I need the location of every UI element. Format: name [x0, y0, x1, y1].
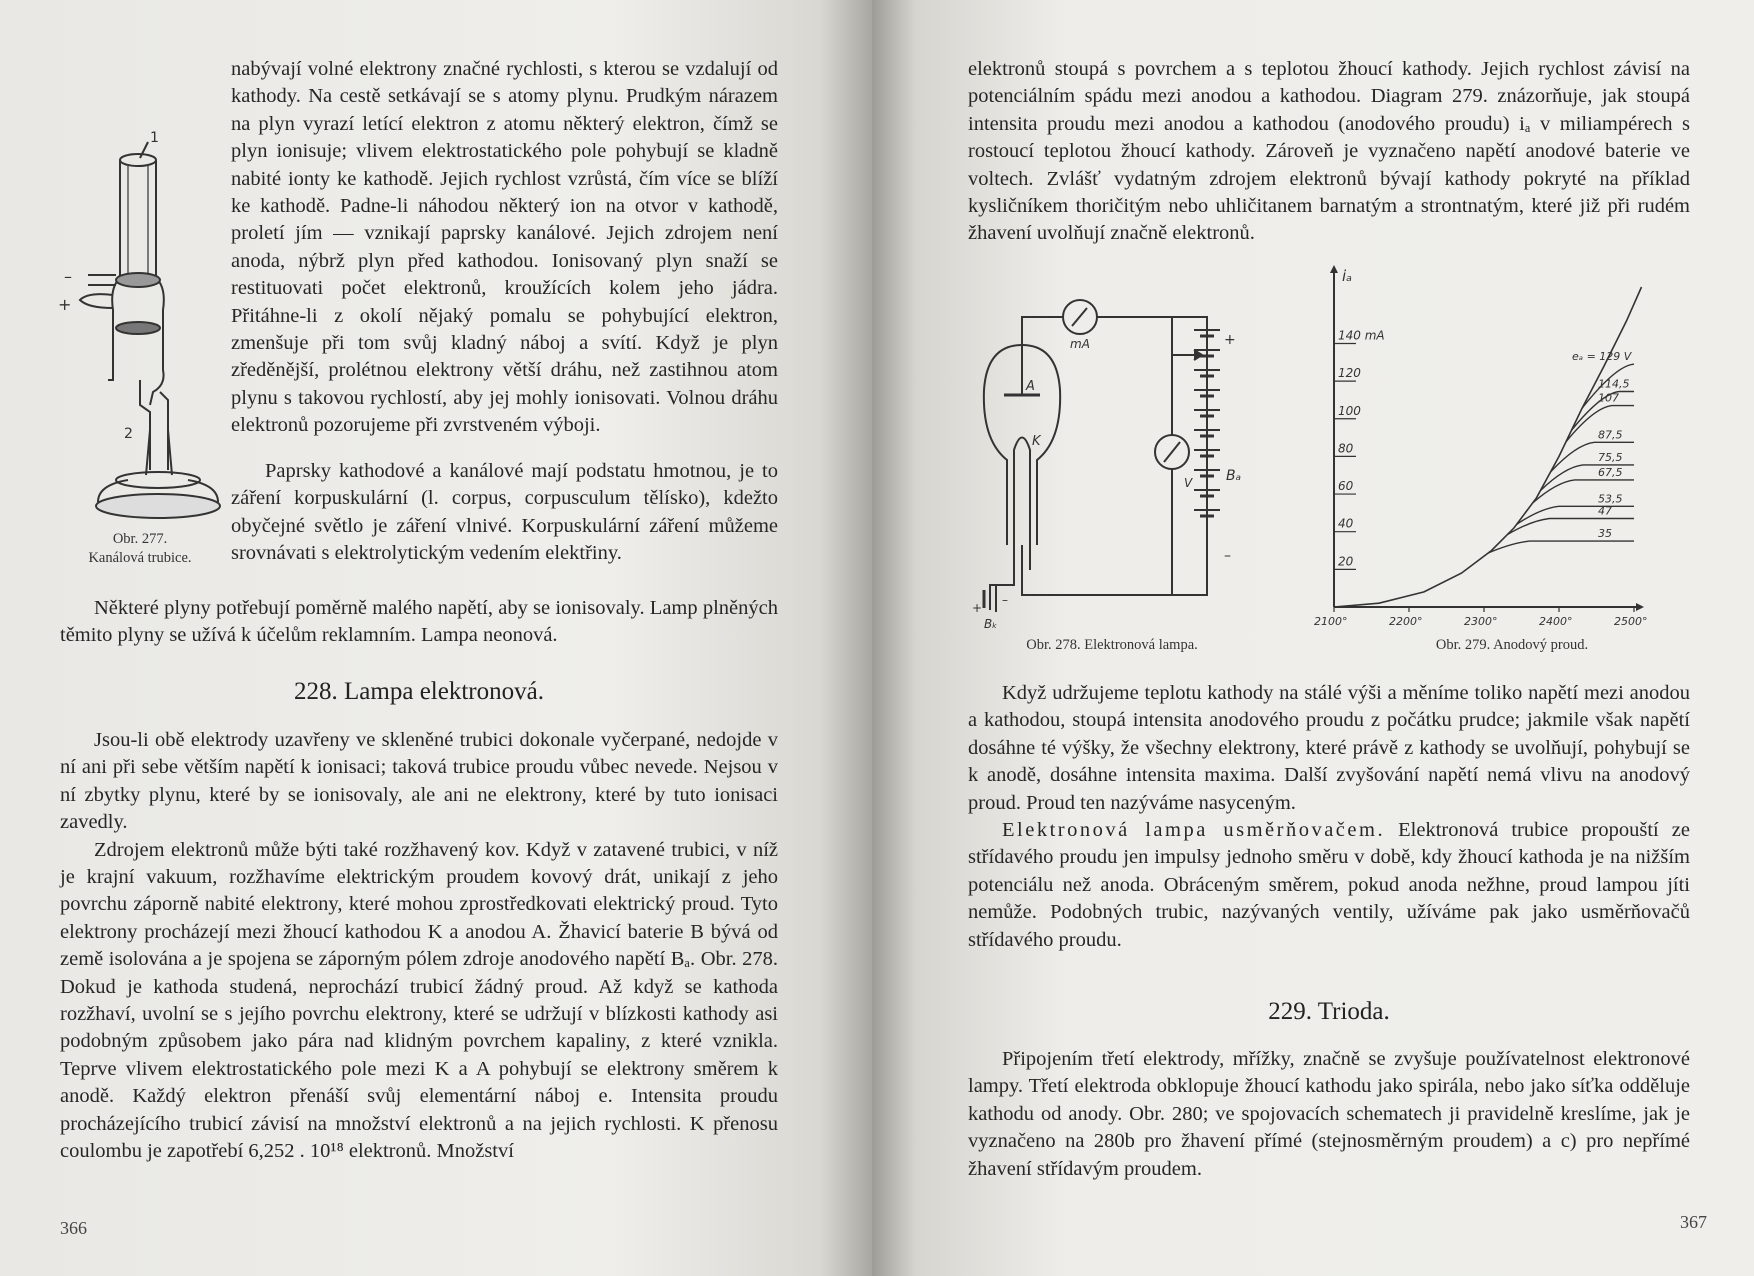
tube-body — [108, 280, 164, 405]
fig277-number: Obr. 277. — [112, 531, 168, 547]
left-vacuum-paragraph: Jsou-li obě elektrody uzavřeny ve skleněné trubici dokonale vyčerpané, nedojde v ní ani při sebe větším napětí k ionisaci; taková trubice proudu vůbec nevede. Nejsou v ní zbytky plynu, které by se ionisovaly, ale ani ne elektrony, které by tuto ionisaci zavedly. — [60, 729, 778, 834]
right-page — [872, 0, 1754, 1276]
chart-x-tick-label: 2500° — [1614, 615, 1648, 628]
fig277-caption — [50, 530, 230, 568]
chart-y-label: iₐ — [1342, 267, 1353, 285]
chart-y-tick-label: 40 — [1338, 516, 1354, 531]
battery-label: Bₐ — [1226, 468, 1242, 484]
left-gases-block — [60, 595, 778, 650]
chart-series-line — [1508, 519, 1635, 535]
chart-series-label: 87,5 — [1598, 428, 1623, 442]
left-gases-paragraph: Některé plyny potřebují poměrně malého napětí, aby se ionisovaly. Lamp plněných těmito plyny se užívá k účelům reklamním. Lampa neonová. — [60, 597, 778, 647]
left-rays-block — [231, 458, 778, 568]
chart-y-tick-label: 60 — [1338, 479, 1354, 494]
battery-plus: + — [1224, 332, 1236, 348]
chart-x-tick-label: 2400° — [1539, 615, 1573, 628]
anode-label: A — [1026, 379, 1035, 394]
voltmeter-label: V — [1184, 476, 1193, 490]
right-body-block — [968, 680, 1690, 954]
page-number-left: 366 — [60, 1218, 87, 1238]
cathode-label: K — [1032, 434, 1041, 449]
left-body-block — [60, 727, 778, 1166]
right-triode-block — [968, 1046, 1690, 1183]
chart-series-label: 114,5 — [1598, 377, 1630, 391]
chart-x-tick-label: 2100° — [1314, 615, 1348, 628]
tube-label-1: 1 — [150, 130, 159, 146]
tube-inner-column — [128, 166, 148, 275]
section-229-heading: 229. Trioda. — [1268, 998, 1390, 1025]
heater-minus: – — [1002, 593, 1008, 607]
chart-series-label: 75,5 — [1598, 450, 1623, 464]
page-number-right: 367 — [1680, 1212, 1707, 1232]
chart-series-label: 67,5 — [1598, 465, 1623, 479]
chart-y-arrow — [1330, 265, 1338, 273]
chart-series-label: eₐ = 129 V — [1572, 350, 1632, 364]
heater-plus: + — [972, 601, 983, 615]
tube-cap-top — [120, 154, 156, 166]
left-source-paragraph: Zdrojem elektronů může býti také rozžhavený kov. Když v zatavené trubici, v níž je krajní vakuum, rozžhavíme elektrickým proudem kovový drát, unikají z jeho povrchu záporně nabité elektrony, které mohou zprostředkovati elektrický proud. Tyto elektrony procházejí mezi žhoucí kathodou K a anodou A. Žhavicí baterie B bývá od země isolována a je spojena se záporným pólem zdroje anodového napětí Bₐ. Obr. 278. Dokud je kathoda studená, neprochází trubicí žádný proud. Až když se kathoda rozžhaví, uvolní se s jejího povrchu elektrony, které se udržují v blízkosti kathody asi podobným způsobem jako pára nad klidným povrchem kapaliny, z které vznikla. Teprve vlivem elektrostatického pole mezi K a A pohybují se elektrony směrem k anodě. Každý elektron přenáší svůj elementární náboj e. Intensita proudu procházejícího trubicí závisí na množství elektronů a na jejich rychlosti. K přenosu coulombu je zapotřebí 6,252 . 10¹⁸ elektronů. Množství — [60, 838, 778, 1163]
chart-x-tick-label: 2300° — [1464, 615, 1498, 628]
ammeter-label: mA — [1070, 337, 1090, 351]
fig279-caption: Obr. 279. Anodový proud. — [1435, 637, 1589, 653]
tube-stand-foot — [96, 494, 220, 518]
chart-y-tick-label: 80 — [1338, 441, 1354, 456]
wire-top-right — [1097, 317, 1207, 350]
tube-label-2: 2 — [124, 426, 133, 442]
chart-series-line — [1488, 541, 1634, 553]
fig278-caption: Obr. 278. Elektronová lampa. — [1026, 637, 1198, 653]
anode-current-chart — [1312, 255, 1648, 630]
right-triode-paragraph: Připojením třetí elektrody, mřížky, značně se zvyšuje používatelnost elektronové lampy. Třetí elektroda obklopuje žhoucí kathodu jako spirála, nebo jako síťka odděluje kathodu od anody. Obr. 280; ve spojovacích schematech ji pravidelně kreslíme, jak je vyznačeno na 280b pro žhavení přímé (stejnosměrným proudem) a c) pro nepřímé žhavení střídavým proudem. — [968, 1048, 1690, 1180]
tube-stand-base-top — [116, 472, 200, 488]
voltmeter-needle — [1164, 442, 1180, 462]
chart-y-tick-label: 20 — [1338, 554, 1354, 569]
tube-label-plus: + — [58, 295, 72, 314]
tube-side-arm-lower — [80, 294, 113, 308]
chart-series-label: 35 — [1598, 527, 1612, 541]
right-intro-paragraph: elektronů stoupá s povrchem a s teplotou žhoucí kathody. Jejich rychlost závisí na potenciálním spádu mezi anodou a kathodou. Diagram 279. znázorňuje, jak stoupá intensita proudu mezi anodou a kathodou (anodového proudu) iₐ v miliampérech s rostoucí teplotou žhoucí kathody. Zároveň je vyznačeno napětí anodové baterie ve voltech. Zvlášť vydatným zdrojem elektronů bývají kathody pokryté na příklad kysličníkem thoričitým nebo uhličitanem barnatým a strontnatým, které již při rudém žhavení uvolňují značně elektronů. — [968, 58, 1690, 245]
fig277-title: Kanálová trubice. — [88, 550, 192, 566]
wire-top — [1022, 317, 1062, 320]
tube-glass-upper — [120, 160, 156, 280]
chart-series-label: 53,5 — [1598, 492, 1623, 506]
tube-lower-pipe — [140, 380, 168, 470]
chart-x-tick-label: 2200° — [1389, 615, 1423, 628]
tube-cathode-disk — [116, 273, 160, 287]
chart-y-tick-label: 100 — [1338, 403, 1361, 418]
wire-bottom — [1022, 545, 1207, 595]
canal-tube-figure — [58, 130, 233, 540]
chart-x-arrow — [1636, 603, 1644, 611]
tube-side-arm-upper — [88, 275, 116, 285]
tube-label-minus: – — [64, 267, 72, 286]
tube-anode-disk — [116, 322, 160, 334]
chart-series-label: 107 — [1598, 391, 1619, 405]
section-228-heading: 228. Lampa elektronová. — [294, 678, 544, 705]
heater-label: Bₖ — [984, 617, 998, 631]
rectifier-term: Elektronová lampa usměrňovačem. — [1002, 819, 1386, 842]
right-rectifier-paragraph — [968, 817, 1690, 954]
left-rays-paragraph: Paprsky kathodové a kanálové mají podstatu hmotnou, je to záření korpuskulární (l. corpus, corpusculum tělísko), kdežto obyčejné světlo je záření vlnivé. Korpuskulární záření můžeme srovnávati s elektrolytickým vedením elektřiny. — [231, 460, 778, 565]
right-intro-block — [968, 56, 1690, 248]
left-page — [0, 0, 872, 1276]
chart-y-tick-label: 120 — [1338, 366, 1361, 381]
left-intro-text: nabývají volné elektrony značné rychlosti, s kterou se vzdalují od kathody. Na cestě setkávají se s atomy plynu. Prudkým nárazem na plyn vyrazí letící elektron z atomu některý elektron, čímž se plyn ionisuje; vlivem elektrostatického pole pohybují se kladně nabité ionty ke kathodě. Jejich rychlost vzrůstá, čím více se blíží ke kathodě. Padne-li náhodou některý ion na otvor v kathodě, proletí jím — vznikají paprsky kanálové. Jejich zdrojem není anoda, nýbrž plyn před kathodou. Ionisovaný plyn snaží se restituovati počet elektronů, kroužících kolem jeho jádra. Přitáhne-li z okolí nějaký pomalu se pohybující elektron, zmenšuje při tom svůj kladný náboj a svítí. Když je plyn zředěnější, prolétnou elektrony větší dráhu, než zastihnou atom plynu s takovou rychlostí, aby jej mohly ionisovati. Volnou dráhu elektronů pozorujeme při zvrstveném výboji. — [231, 58, 778, 437]
chart-series-label: 47 — [1598, 504, 1612, 518]
chart-y-tick-label: 140 mA — [1338, 328, 1385, 343]
cathode-filament — [1014, 438, 1030, 546]
electron-lamp-circuit — [962, 290, 1302, 635]
right-saturation-paragraph: Když udržujeme teplotu kathody na stálé výši a měníme toliko napětí mezi anodou a kathodou, stoupá intensita anodového proudu z počátku prudce; jakmile však napětí dosáhne té výšky, že všechny elektrony, které právě z kathody se uvolňují, pohybují se k anodě, dosáhne intensita maxima. Další zvyšování napětí nemá vlivu na anodový proud. Proud ten nazýváme nasyceným. — [968, 682, 1690, 814]
battery-minus: – — [1224, 548, 1231, 564]
rectifier-text: Elektronová trubice propouští ze střídavého proudu jen impulsy jednoho směru v době, kdy žhoucí kathoda je na nižším potenciálu než anoda. Obráceným směrem, pokud anoda nežhne, proud lampou jíti nemůže. Podobných trubic, nazývaných ventily, užíváme pak jako usměrňovačů střídavého proudu. — [968, 819, 1690, 951]
ammeter-needle — [1072, 308, 1087, 326]
